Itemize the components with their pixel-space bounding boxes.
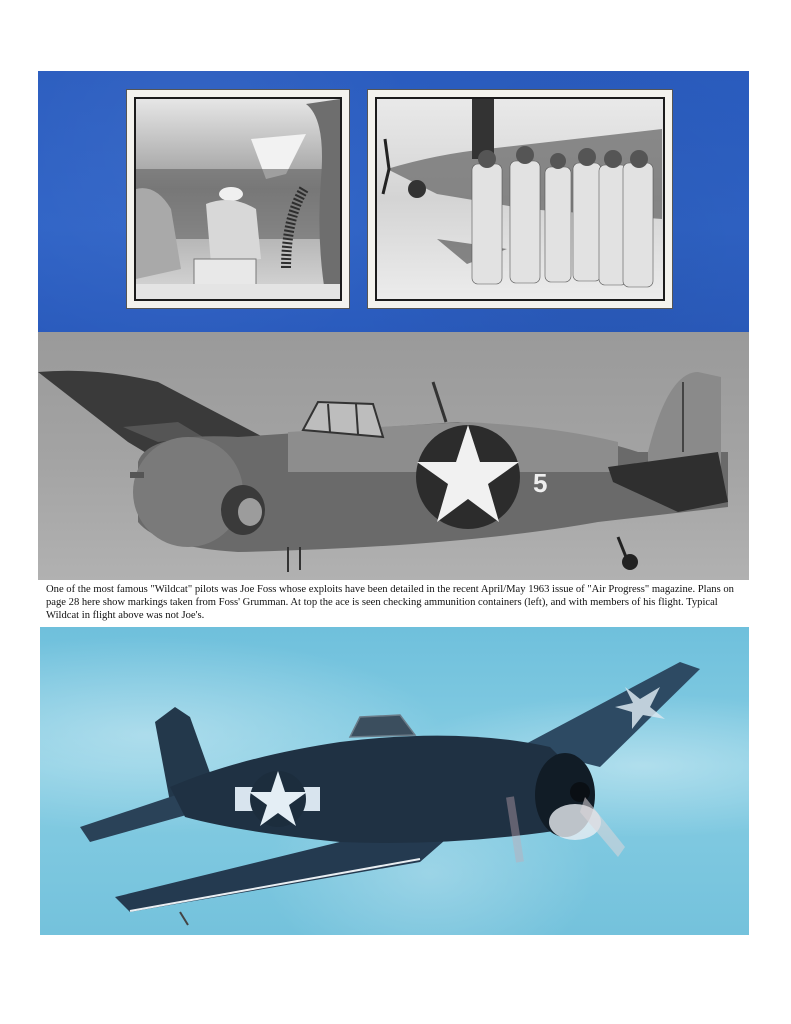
hellcat-color-photo	[40, 627, 749, 935]
flight-members-photo	[368, 90, 672, 308]
fuselage-number: 5	[533, 468, 548, 498]
flight-members-photo-image	[375, 97, 665, 301]
photo-caption: One of the most famous "Wildcat" pilots was Joe Foss whose exploits have been detailed in the recent April/May 1963 issue of "Air Progress" magazine. Plans on page 28 here show markings taken from Foss' Grumman. At top the ace is seen checking ammunition containers (left), and with members of his flight. Typical Wildcat in flight above was not Joe's.	[46, 584, 734, 621]
ammunition-photo-image	[134, 97, 342, 301]
ammunition-photo	[127, 90, 349, 308]
wildcat-in-flight-photo	[38, 332, 749, 580]
